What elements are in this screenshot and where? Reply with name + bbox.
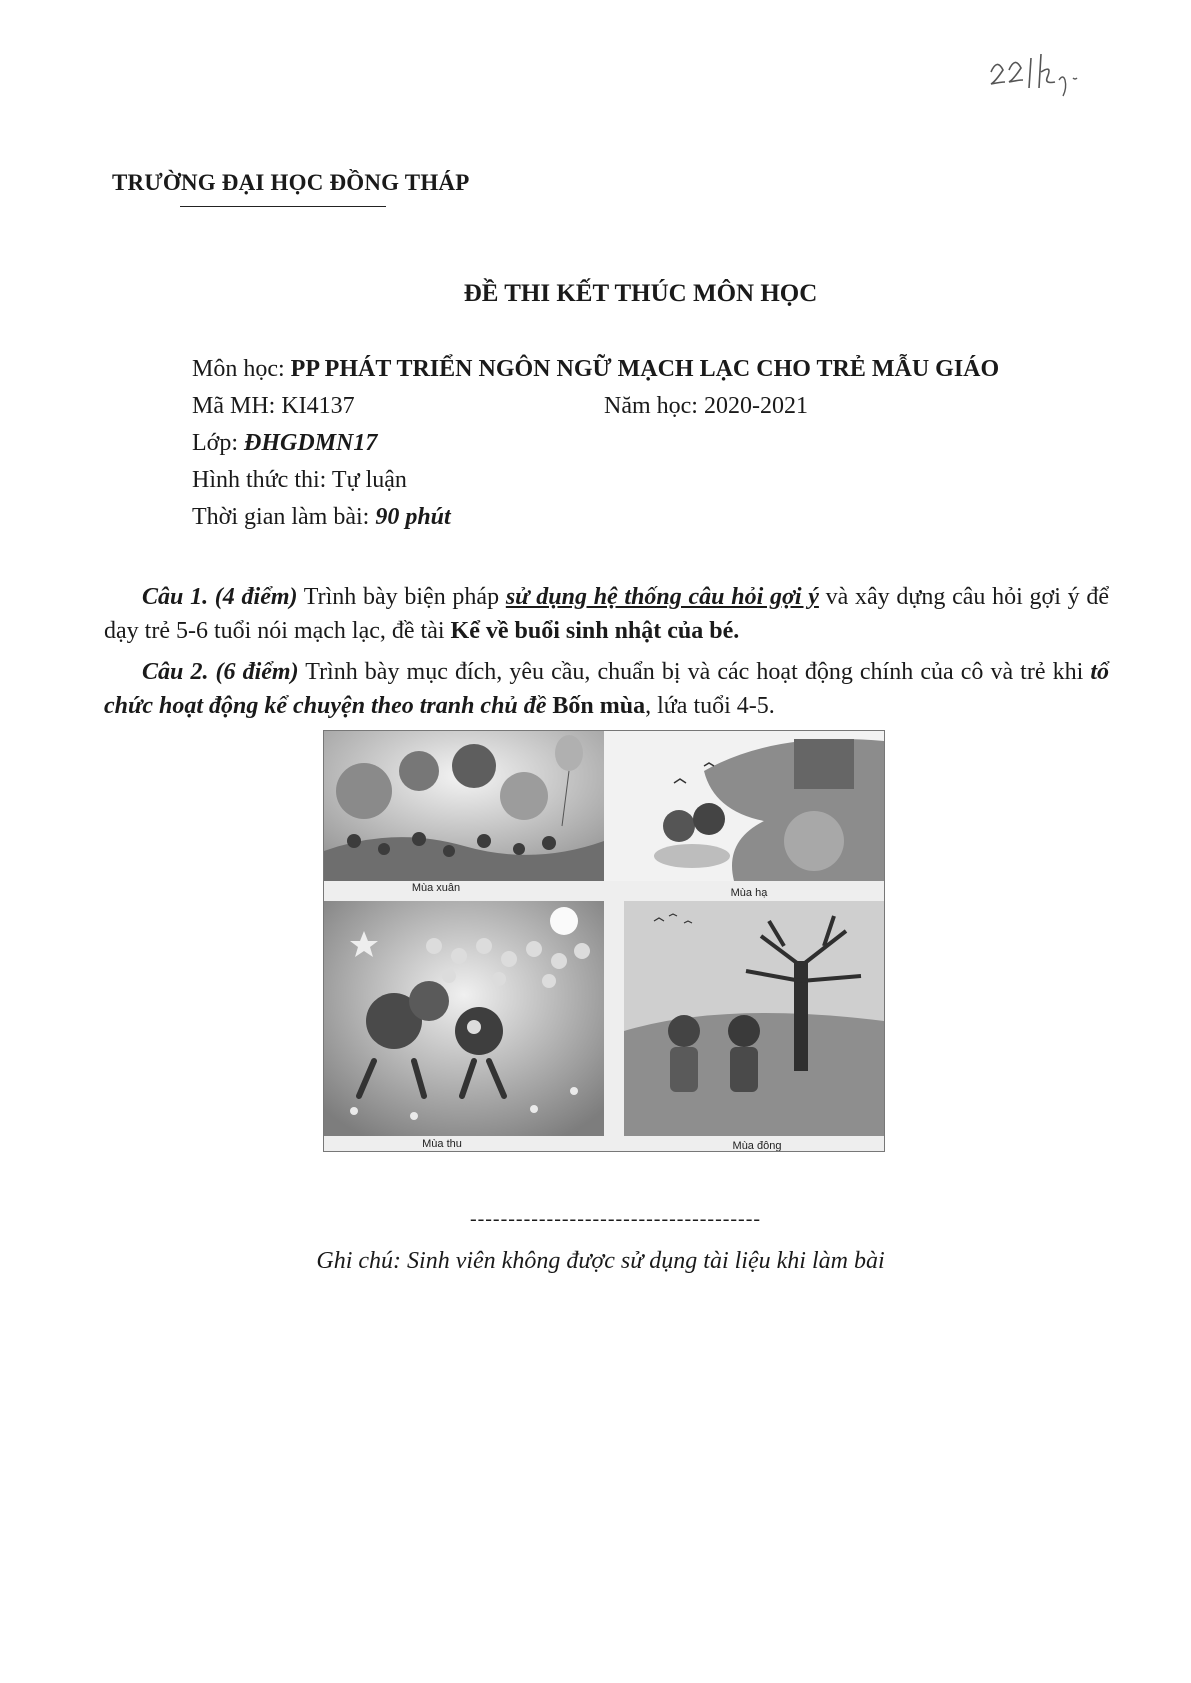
question-2-label: Câu 2. (6 điểm)	[142, 659, 299, 685]
caption-summer: Mùa hạ	[730, 887, 768, 899]
time-line	[192, 500, 451, 534]
code-year-line	[192, 389, 892, 423]
question-1-text-a: Trình bày biện pháp	[297, 584, 506, 610]
autumn-scene	[324, 901, 604, 1136]
winter-scene	[624, 901, 884, 1136]
question-2-emphasis-b: Bốn mùa	[552, 693, 646, 719]
caption-winter: Mùa đông	[732, 1140, 782, 1152]
question-2-emphasis-a: tổ chức hoạt động kể chuyện theo tranh chủ đề	[104, 659, 1110, 719]
format-line	[192, 463, 407, 497]
class-label: Lớp:	[192, 430, 245, 456]
format-label: Hình thức thi:	[192, 467, 332, 493]
question-2-text-c: , lứa tuổi 4-5.	[645, 693, 775, 719]
class-line	[192, 426, 377, 460]
question-1	[104, 580, 1109, 648]
handwritten-note	[985, 42, 1095, 102]
school-underline	[180, 206, 386, 207]
school-name: TRƯỜNG ĐẠI HỌC ĐỒNG THÁP	[112, 170, 470, 195]
year-label: Năm học:	[604, 393, 704, 419]
question-1-label: Câu 1. (4 điểm)	[142, 584, 298, 610]
time-value: 90 phút	[375, 504, 451, 530]
code-value: KI4137	[281, 393, 355, 419]
caption-spring: Mùa xuân	[411, 882, 461, 894]
year-value: 2020-2021	[703, 393, 808, 419]
question-2-text-a: Trình bày mục đích, yêu cầu, chuẩn bị và các hoạt động chính của cô và trẻ khi	[298, 659, 1091, 685]
question-1-text-b: và xây dựng câu hỏi gợi ý để dạy trẻ 5-6 tuổi nói mạch lạc, đề tài	[104, 584, 1110, 644]
time-label: Thời gian làm bài:	[192, 504, 376, 530]
four-seasons-picture	[323, 730, 885, 1152]
subject-line	[192, 352, 999, 386]
year-group	[604, 389, 808, 423]
question-2	[104, 655, 1109, 723]
summer-scene	[604, 731, 884, 881]
caption-autumn: Mùa thu	[422, 1138, 462, 1150]
question-1-emphasis-b: Kể về buổi sinh nhật của bé.	[450, 618, 740, 644]
format-value: Tự luận	[331, 467, 407, 493]
subject-value: PP PHÁT TRIỂN NGÔN NGỮ MẠCH LẠC CHO TRẺ MẪU GIÁO	[290, 356, 1000, 382]
footer-note: Ghi chú: Sinh viên không được sử dụng tài liệu khi làm bài	[316, 1248, 885, 1274]
separator-dashes: --------------------------------------	[469, 1208, 762, 1230]
spring-scene	[324, 731, 604, 881]
exam-title: ĐỀ THI KẾT THÚC MÔN HỌC	[463, 280, 818, 307]
question-1-emphasis-a: sử dụng hệ thống câu hỏi gợi ý	[505, 584, 819, 610]
code-label: Mã MH:	[192, 393, 282, 419]
class-value: ĐHGDMN17	[244, 430, 378, 456]
subject-label: Môn học:	[192, 356, 291, 382]
